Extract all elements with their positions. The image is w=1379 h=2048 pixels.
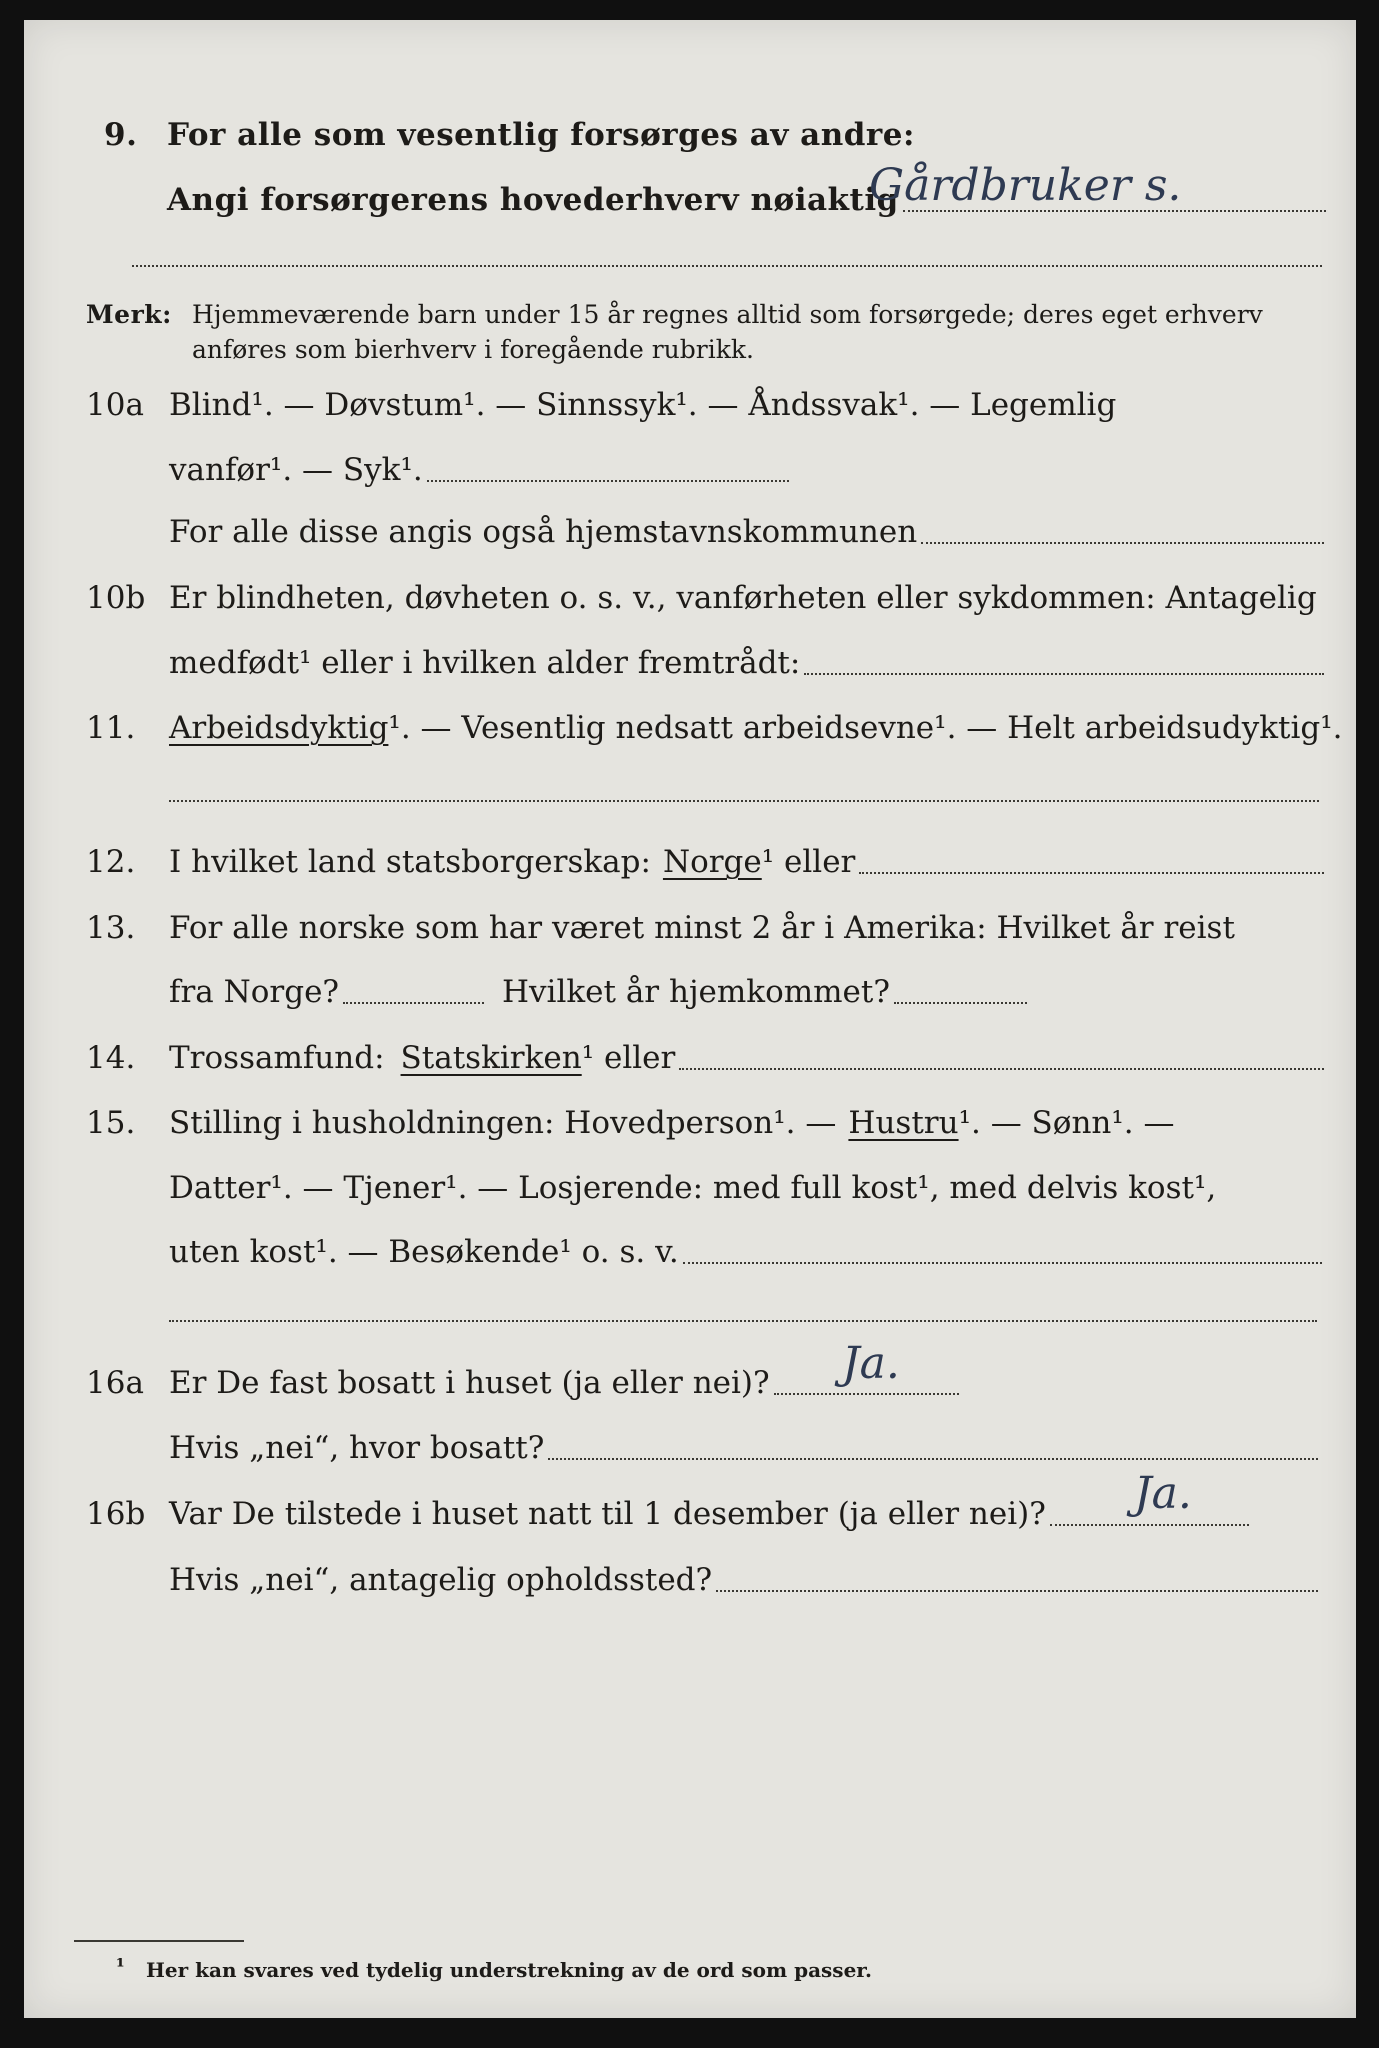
merk-label: Merk: [86, 300, 172, 329]
q9-extra-line [132, 265, 1322, 267]
q12-eller: ¹ eller [761, 844, 856, 880]
q10a-answer-line-1 [427, 480, 789, 482]
merk-text-2: anføres som bierhverv i foregående rubrikk. [192, 335, 754, 364]
q11-number: 11. [86, 710, 136, 746]
q16a-prompt-1: Er De fast bosatt i huset (ja eller nei)? [169, 1365, 770, 1401]
footnote-mark: ¹ [116, 1954, 125, 1978]
census-form-page [24, 20, 1356, 2018]
q9-number: 9. [104, 117, 138, 153]
q10b-number: 10b [86, 580, 146, 616]
q12-answer-line [859, 872, 1324, 874]
q13-reist-prompt: fra Norge? [169, 974, 340, 1010]
q10b-answer-line [804, 673, 1324, 675]
q13-hjemkommet-prompt: Hvilket år hjemkommet? [502, 974, 890, 1010]
q16a-number: 16a [86, 1365, 144, 1401]
q12-prompt: I hvilket land statsborgerskap: [169, 844, 651, 880]
q16a-prompt-2: Hvis „nei“, hvor bosatt? [169, 1430, 545, 1466]
q16a-answer-line-1 [774, 1393, 959, 1395]
q11-options: ¹. — Vesentlig nedsatt arbeidsevne¹. — Helt arbeidsudyktig¹. [388, 710, 1343, 746]
q10a-text-3: For alle disse angis også hjemstavnskommunen [169, 514, 918, 550]
q13-number: 13. [86, 910, 136, 946]
q16b-answer-line-2 [716, 1590, 1318, 1592]
q10b-text-1: Er blindheten, døvheten o. s. v., vanførheten eller sykdommen: Antagelig [169, 580, 1317, 616]
q15-answer-line-1 [683, 1262, 1322, 1264]
q16b-number: 16b [86, 1496, 146, 1532]
q14-prompt: Trossamfund: [169, 1040, 385, 1076]
q10a-answer-line-2 [921, 542, 1324, 544]
q10a-number: 10a [86, 387, 144, 423]
merk-text-1: Hjemmeværende barn under 15 år regnes alltid som forsørgede; deres eget erhverv [192, 300, 1263, 329]
q14-answer-line [679, 1068, 1324, 1070]
q15-hustru-underlined: Hustru [848, 1105, 959, 1141]
q16b-prompt-1: Var De tilstede i huset natt til 1 desember (ja eller nei)? [169, 1496, 1046, 1532]
q13-reist-line [343, 1002, 484, 1004]
q14-statskirken-underlined: Statskirken [400, 1040, 582, 1076]
q10a-text-2: vanfør¹. — Syk¹. [169, 452, 423, 488]
q15-number: 15. [86, 1105, 136, 1141]
q16a-handwritten-answer: Ja. [842, 1338, 900, 1389]
q16a-answer-line-2 [548, 1458, 1318, 1460]
q15-text-1a: Stilling i husholdningen: Hovedperson¹. — [169, 1105, 837, 1141]
q12-norge-underlined: Norge [662, 844, 762, 880]
q16b-answer-line-1 [1050, 1524, 1249, 1526]
q9-prompt: Angi forsørgerens hovederhverv nøiaktig [167, 182, 899, 218]
q15-text-3: uten kost¹. — Besøkende¹ o. s. v. [169, 1234, 679, 1270]
q9-heading: For alle som vesentlig forsørges av andre: [167, 117, 915, 153]
q14-eller: ¹ eller [581, 1040, 676, 1076]
q16b-handwritten-answer: Ja. [1134, 1468, 1192, 1519]
q15-answer-line-2 [169, 1320, 1317, 1322]
q13-text-1: For alle norske som har været minst 2 år i Amerika: Hvilket år reist [169, 910, 1235, 946]
footnote-text: Her kan svares ved tydelig understrekning av de ord som passer. [146, 1958, 872, 1982]
q10b-text-2: medfødt¹ eller i hvilken alder fremtrådt: [169, 645, 801, 681]
q16b-prompt-2: Hvis „nei“, antagelig opholdssted? [169, 1562, 713, 1598]
q15-text-2: Datter¹. — Tjener¹. — Losjerende: med full kost¹, med delvis kost¹, [169, 1170, 1217, 1206]
footnote-separator [74, 1940, 244, 1942]
q11-answer-line [169, 800, 1319, 802]
q13-hjemkommet-line [894, 1002, 1027, 1004]
q10a-text-1: Blind¹. — Døvstum¹. — Sinnssyk¹. — Åndssvak¹. — Legemlig [169, 387, 1117, 423]
q11-arbeidsdyktig-underlined: Arbeidsdyktig [169, 710, 389, 746]
q14-number: 14. [86, 1040, 136, 1076]
q12-number: 12. [86, 844, 136, 880]
q9-handwritten-answer: Gårdbruker s. [869, 160, 1182, 211]
q15-text-1b: ¹. — Sønn¹. — [958, 1105, 1175, 1141]
